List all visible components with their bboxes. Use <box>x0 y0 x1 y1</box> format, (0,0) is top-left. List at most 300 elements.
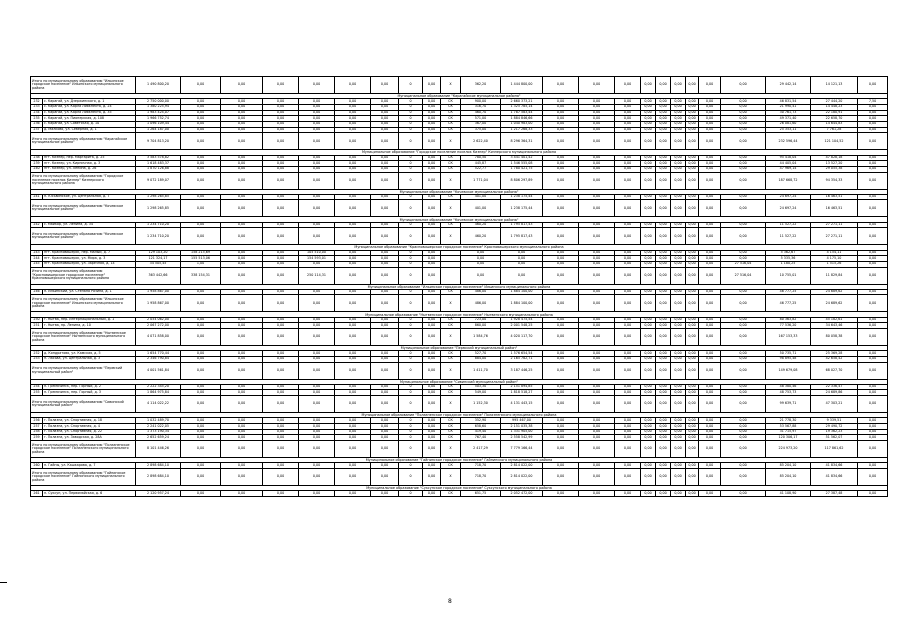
value-cell: 0,00 <box>656 329 671 345</box>
value-cell: 460,70 <box>461 111 501 116</box>
value-cell: 0,00 <box>699 418 721 423</box>
value-cell: 0 <box>399 161 423 166</box>
value-cell: 767,40 <box>461 435 501 440</box>
value-cell: 0,00 <box>263 268 299 284</box>
value-cell: 0,00 <box>656 77 671 93</box>
value-cell: 0,00 <box>423 435 441 440</box>
value-cell: 0,00 <box>181 491 221 496</box>
value-cell: 31 715,97 <box>766 430 811 435</box>
value-cell: 375,00 <box>461 128 501 133</box>
value-cell: 120 306,17 <box>766 435 811 440</box>
value-cell: 0,00 <box>423 463 441 468</box>
value-cell: 0,00 <box>371 491 399 496</box>
value-cell: 0,00 <box>656 99 671 104</box>
value-cell: 0,00 <box>656 128 671 133</box>
value-cell: 0,00 <box>721 430 766 435</box>
value-cell: 19 362,23 <box>811 430 858 435</box>
value-cell: 41 834,66 <box>811 469 858 485</box>
value-cell: 1 411,70 <box>461 363 501 379</box>
value-cell: X <box>441 469 461 485</box>
value-cell: 0,00 <box>579 122 615 127</box>
value-cell: 0,00 <box>371 262 399 267</box>
value-cell: 0,00 <box>181 195 221 200</box>
value-cell: 0,00 <box>579 262 615 267</box>
section-header-text: Муниципальное образование "Суксунское городское поселение" Суксунского муниципального района <box>31 486 888 490</box>
value-cell: 2 558 542,99 <box>501 435 543 440</box>
value-cell: 0,00 <box>263 262 299 267</box>
value-cell: 0,00 <box>543 491 579 496</box>
value-cell: 0,00 <box>858 418 888 423</box>
row-number: 255 <box>31 390 43 395</box>
value-cell: 0,00 <box>656 228 671 244</box>
total-row <box>31 363 888 380</box>
value-cell: 0,00 <box>543 463 579 468</box>
value-cell: 27 271,11 <box>811 228 858 244</box>
value-cell: 367,00 <box>461 122 501 127</box>
value-cell: 0,00 <box>615 128 641 133</box>
value-cell: 0,00 <box>543 262 579 267</box>
address-cell: г. Полазна, ул. Спортивная, д. 4 <box>43 424 136 429</box>
value-cell <box>441 251 461 256</box>
row-number: 233 <box>31 105 43 110</box>
row-number: 236 <box>31 122 43 127</box>
value-cell: 0,00 <box>263 156 299 161</box>
value-cell: 0,00 <box>641 390 656 395</box>
value-cell: 26 081,60 <box>766 122 811 127</box>
row-number: 246 <box>31 290 43 295</box>
value-cell: 0,00 <box>371 323 399 328</box>
value-cell: 651,75 <box>461 491 501 496</box>
address-cell: пгт. Кизнер, ул. Кирпичная, д. 3 <box>43 161 136 166</box>
value-cell: 1 654 770,44 <box>136 351 181 356</box>
value-cell: 1 040 983,00 <box>501 122 543 127</box>
value-cell: 0,00 <box>686 262 699 267</box>
address-cell: г. Полазна, ул. Спортивная, д. 18 <box>43 418 136 423</box>
value-cell: СК <box>441 116 461 121</box>
value-cell: 0,00 <box>686 318 699 323</box>
value-cell: 0 <box>399 262 423 267</box>
value-cell: 0 <box>399 390 423 395</box>
value-cell: 0,00 <box>686 424 699 429</box>
value-cell: 0,00 <box>615 290 641 295</box>
value-cell: 0,00 <box>543 173 579 189</box>
value-cell: 0,00 <box>263 441 299 457</box>
value-cell: 16 463,51 <box>811 200 858 216</box>
value-cell: 0,00 <box>221 256 263 261</box>
address-cell: п. Ласьва, ул. Центральная, д. 3 <box>43 357 136 362</box>
value-cell: 0,00 <box>858 491 888 496</box>
value-cell: 0,00 <box>423 195 441 200</box>
value-cell: 0,00 <box>721 173 766 189</box>
value-cell: 0 <box>399 133 423 149</box>
value-cell: 0,00 <box>671 122 686 127</box>
value-cell: 0,00 <box>423 385 441 390</box>
value-cell: 7 761,28 <box>811 128 858 133</box>
value-cell: 0,00 <box>721 195 766 200</box>
value-cell: 0,00 <box>263 200 299 216</box>
value-cell: 0,00 <box>686 167 699 172</box>
value-cell: 48 380,46 <box>766 385 811 390</box>
value-cell: 29 442,14 <box>766 77 811 93</box>
value-cell: 1 818 518,27 <box>501 390 543 395</box>
value-cell: 1 180,25 <box>766 262 811 267</box>
value-cell: 0 <box>399 256 423 261</box>
value-cell: 0,00 <box>299 469 335 485</box>
value-cell: 0,00 <box>656 491 671 496</box>
value-cell: 0,00 <box>423 167 441 172</box>
address-cell: д. Малково, ул. Северная, д. 1 <box>43 128 136 133</box>
value-cell: 0,00 <box>721 363 766 379</box>
value-cell: 0,00 <box>579 441 615 457</box>
address-cell: пгт. Красновишерск, пер. Малый, д. 7 <box>43 251 136 256</box>
value-cell: 0,00 <box>423 491 441 496</box>
value-cell: 1 576 654,54 <box>501 351 543 356</box>
value-cell: 0,00 <box>371 351 399 356</box>
value-cell: 0,00 <box>181 295 221 311</box>
value-cell: 0,00 <box>699 424 721 429</box>
value-cell: 0,00 <box>615 77 641 93</box>
value-cell: 41 834,66 <box>811 463 858 468</box>
value-cell: 4 001 561,84 <box>136 363 181 379</box>
value-cell: 0,00 <box>299 351 335 356</box>
row-number: 240 <box>31 167 43 172</box>
value-cell: 0,00 <box>543 268 579 284</box>
value-cell: 21 990,41 <box>766 105 811 110</box>
value-cell: 0,00 <box>641 223 656 228</box>
value-cell: 0,00 <box>543 418 579 423</box>
value-cell: 27 444,20 <box>811 99 858 104</box>
value-cell: 0,00 <box>699 111 721 116</box>
value-cell: СК <box>441 111 461 116</box>
value-cell: 0,00 <box>423 268 441 284</box>
value-cell: 0,00 <box>371 295 399 311</box>
value-cell: 0,00 <box>615 200 641 216</box>
value-cell: 0,00 <box>543 133 579 149</box>
value-cell: 0 <box>399 385 423 390</box>
value-cell: 0,00 <box>656 290 671 295</box>
value-cell: 1 870 126,88 <box>136 167 181 172</box>
value-cell: 0,00 <box>579 323 615 328</box>
value-cell: 0 <box>399 167 423 172</box>
value-cell: 0,00 <box>721 357 766 362</box>
value-cell: 46 777,25 <box>766 290 811 295</box>
value-cell: СК <box>441 122 461 127</box>
value-cell: 0,00 <box>699 167 721 172</box>
value-cell: 27 387,48 <box>811 491 858 496</box>
value-cell: 0,00 <box>686 105 699 110</box>
value-cell: 46 831,54 <box>766 99 811 104</box>
value-cell: 0,00 <box>335 295 371 311</box>
value-cell: 0,00 <box>335 262 371 267</box>
value-cell: 0,00 <box>721 99 766 104</box>
value-cell: 2 067 272,00 <box>136 323 181 328</box>
total-row <box>31 469 888 486</box>
value-cell: 0,00 <box>181 167 221 172</box>
value-cell: 0 <box>399 99 423 104</box>
value-cell: 0,00 <box>221 441 263 457</box>
value-cell: 0,00 <box>615 111 641 116</box>
value-cell: 155 513,06 <box>181 256 221 261</box>
value-cell: 723,00 <box>461 318 501 323</box>
value-cell: 0,00 <box>721 133 766 149</box>
value-cell: 352,90 <box>461 418 501 423</box>
value-cell: 0,00 <box>686 111 699 116</box>
value-cell: 0,00 <box>263 122 299 127</box>
value-cell: 0,00 <box>221 323 263 328</box>
address-cell: с. Карагай, ул. Советская, д. 10 <box>43 122 136 127</box>
value-cell: 0,00 <box>221 491 263 496</box>
row-number: 261 <box>31 491 43 496</box>
value-cell: 0,00 <box>656 262 671 267</box>
value-cell: 29 055,38 <box>811 167 858 172</box>
value-cell: 0 <box>399 396 423 412</box>
value-cell: 0,00 <box>656 430 671 435</box>
value-cell: 0 <box>399 424 423 429</box>
value-cell: 0,00 <box>501 268 543 284</box>
value-cell: 0,00 <box>641 357 656 362</box>
value-cell: 0,00 <box>686 268 699 284</box>
value-cell: 0,00 <box>671 77 686 93</box>
value-cell: 0,00 <box>579 223 615 228</box>
value-cell: 460,20 <box>461 223 501 228</box>
value-cell: 0,00 <box>335 128 371 133</box>
value-cell: 0,00 <box>221 295 263 311</box>
value-cell: 0,00 <box>671 161 686 166</box>
value-cell: 0,00 <box>221 268 263 284</box>
row-number: 239 <box>31 161 43 166</box>
value-cell: 0,00 <box>615 223 641 228</box>
value-cell: 0,00 <box>686 128 699 133</box>
value-cell: 362,20 <box>461 77 501 93</box>
value-cell: 14 644,83 <box>811 122 858 127</box>
value-cell: 0,00 <box>699 268 721 284</box>
address-cell: с. Карагай, ул. Дзержинского, д. 1 <box>43 99 136 104</box>
value-cell: 0,00 <box>263 223 299 228</box>
value-cell: 0,00 <box>641 396 656 412</box>
value-cell: 2 001 548,25 <box>501 323 543 328</box>
section-header-text: Муниципальное образование "Сивинский муниципальный район" <box>31 380 888 384</box>
value-cell: 0,00 <box>423 173 441 189</box>
value-cell: 0,00 <box>656 156 671 161</box>
section-header-text: Муниципальное образование "Гайнинское городское поселение" Гайнинского муниципального района <box>31 458 888 462</box>
total-label: Итого по муниципальному образованию "Ильинское городское поселение" Ильинского муниципального района <box>31 295 136 311</box>
value-cell: 0,00 <box>299 491 335 496</box>
value-cell: 503,30 <box>461 385 501 390</box>
value-cell: 0,00 <box>656 105 671 110</box>
row-number: 243 <box>31 251 43 256</box>
value-cell: 34 505,45 <box>136 262 181 267</box>
value-cell: 0,00 <box>641 290 656 295</box>
value-cell: 0,00 <box>699 491 721 496</box>
value-cell: 0,00 <box>371 357 399 362</box>
value-cell: 0,00 <box>371 156 399 161</box>
value-cell: 0,00 <box>371 418 399 423</box>
value-cell: 0,00 <box>543 323 579 328</box>
row-number: 252 <box>31 351 43 356</box>
value-cell: 0,00 <box>263 390 299 395</box>
value-cell: 0,00 <box>721 122 766 127</box>
value-cell: 0,00 <box>263 435 299 440</box>
value-cell: СК <box>441 463 461 468</box>
value-cell: 0,00 <box>858 195 888 200</box>
value-cell: 0,00 <box>335 161 371 166</box>
value-cell: 0,00 <box>263 251 299 256</box>
value-cell: 0,00 <box>699 441 721 457</box>
value-cell: 0,00 <box>686 256 699 261</box>
value-cell: 0,00 <box>641 173 656 189</box>
value-cell: 0,00 <box>699 351 721 356</box>
value-cell: 5 362,67 <box>766 251 811 256</box>
value-cell: 0,00 <box>579 251 615 256</box>
value-cell: 0,00 <box>615 105 641 110</box>
value-cell: 154 593,01 <box>299 256 335 261</box>
total-label: Итого по муниципальному образованию "Нытвенское городское поселение" Нытвенского муниципального района <box>31 329 136 345</box>
value-cell: 0,00 <box>423 424 441 429</box>
value-cell: 0,00 <box>299 156 335 161</box>
value-cell: 0 <box>399 295 423 311</box>
value-cell: 2 151 894,85 <box>501 385 543 390</box>
value-cell: 0,00 <box>579 195 615 200</box>
value-cell: 29 490,72 <box>811 424 858 429</box>
value-cell: 0,00 <box>371 430 399 435</box>
value-cell: 0,00 <box>686 396 699 412</box>
value-cell: 0,00 <box>423 128 441 133</box>
value-cell: 0,00 <box>543 351 579 356</box>
row-number: 253 <box>31 357 43 362</box>
address-cell: п. Гайны, ул. Кашкарова, д. 7 <box>43 463 136 468</box>
value-cell: 0,00 <box>181 99 221 104</box>
value-cell: 0,00 <box>858 357 888 362</box>
value-cell: 0,00 <box>543 200 579 216</box>
value-cell: 0,00 <box>299 128 335 133</box>
value-cell: 0,00 <box>656 463 671 468</box>
value-cell: 0,00 <box>641 195 656 200</box>
total-row <box>31 329 888 346</box>
value-cell: 0,00 <box>858 390 888 395</box>
value-cell: 0,00 <box>699 390 721 395</box>
value-cell: 0,00 <box>671 99 686 104</box>
value-cell: 0,00 <box>371 435 399 440</box>
value-cell: 0,00 <box>656 268 671 284</box>
value-cell: 47 969,14 <box>766 167 811 172</box>
value-cell: 0,00 <box>221 200 263 216</box>
value-cell: 0,00 <box>579 156 615 161</box>
value-cell: 30 761,73 <box>766 111 811 116</box>
value-cell: СК <box>441 424 461 429</box>
value-cell: 0,00 <box>423 228 441 244</box>
value-cell: 0,00 <box>699 133 721 149</box>
section-header-text: Муниципальное образование "Пермский муниципальный район" <box>31 346 888 350</box>
value-cell: 0,00 <box>543 329 579 345</box>
value-cell: 0,00 <box>335 351 371 356</box>
value-cell: 0,00 <box>641 99 656 104</box>
value-cell: 0,00 <box>263 128 299 133</box>
value-cell: 0,00 <box>721 463 766 468</box>
value-cell: 0,00 <box>686 385 699 390</box>
value-cell: 0,00 <box>686 430 699 435</box>
value-cell: 0,00 <box>335 77 371 93</box>
value-cell: 3 583 578,82 <box>136 156 181 161</box>
value-cell: 0,00 <box>299 396 335 412</box>
value-cell: 0,00 <box>181 318 221 323</box>
total-row <box>31 295 888 312</box>
value-cell: 121 324,17 <box>136 256 181 261</box>
value-cell: X <box>441 441 461 457</box>
value-cell: 0,00 <box>615 228 641 244</box>
value-cell: 0,00 <box>699 385 721 390</box>
value-cell: 0,00 <box>543 295 579 311</box>
value-cell: 0,00 <box>371 290 399 295</box>
value-cell: 0,00 <box>656 441 671 457</box>
value-cell: 2 750 000,00 <box>136 99 181 104</box>
value-cell: 1 264 187,00 <box>136 128 181 133</box>
value-cell: 0,00 <box>858 424 888 429</box>
value-cell: 0,00 <box>371 195 399 200</box>
value-cell: 0,00 <box>263 111 299 116</box>
value-cell: 460,20 <box>461 228 501 244</box>
address-cell: с. Карагай, ул. Пионерская, д. 108 <box>43 116 136 121</box>
value-cell: 0,00 <box>299 463 335 468</box>
value-cell: 0,00 <box>641 441 656 457</box>
value-cell: 4 154,11 <box>811 251 858 256</box>
value-cell: 0,00 <box>263 469 299 485</box>
value-cell: 0,00 <box>335 363 371 379</box>
value-cell: 1 795 817,43 <box>501 228 543 244</box>
value-cell: 0,00 <box>579 463 615 468</box>
value-cell: СК <box>441 351 461 356</box>
value-cell: 0,00 <box>181 351 221 356</box>
value-cell: 0,00 <box>699 200 721 216</box>
value-cell: 0,00 <box>371 167 399 172</box>
value-cell: 1 958 867,00 <box>136 295 181 311</box>
value-cell: СК <box>441 323 461 328</box>
value-cell: 0,00 <box>299 418 335 423</box>
value-cell: 0,00 <box>641 116 656 121</box>
value-cell: X <box>441 363 461 379</box>
value-cell: 0,00 <box>181 424 221 429</box>
value-cell: 4 020 117,70 <box>501 329 543 345</box>
value-cell: 0,00 <box>686 363 699 379</box>
total-label: Итого по муниципальному образованию "Пермский муниципальный район" <box>31 363 136 379</box>
value-cell: 0,00 <box>615 268 641 284</box>
value-cell: 0,00 <box>299 290 335 295</box>
address-cell: с. Майкор, ул. Ленина, д. 34 <box>43 223 136 228</box>
value-cell: 0,00 <box>543 156 579 161</box>
value-cell: 0,00 <box>579 363 615 379</box>
value-cell: 13 527,20 <box>811 161 858 166</box>
value-cell: 0,00 <box>686 99 699 104</box>
value-cell: 0,00 <box>221 133 263 149</box>
value-cell: 0,00 <box>181 323 221 328</box>
value-cell: 0,00 <box>181 133 221 149</box>
value-cell: 0,00 <box>656 116 671 121</box>
value-cell: 0 <box>399 463 423 468</box>
value-cell: 2 814 022,00 <box>501 469 543 485</box>
value-cell: 0,00 <box>656 195 671 200</box>
value-cell: 0,00 <box>579 200 615 216</box>
value-cell: 0,00 <box>721 491 766 496</box>
value-cell: 2 417,29 <box>461 441 501 457</box>
value-cell: 0,00 <box>335 251 371 256</box>
value-cell: 1 795 817,43 <box>501 223 543 228</box>
value-cell: 0,00 <box>579 116 615 121</box>
value-cell: 780,50 <box>461 156 501 161</box>
value-cell: 4 175,10 <box>811 256 858 261</box>
value-cell: 53 567,88 <box>766 424 811 429</box>
value-cell: 0,00 <box>671 262 686 267</box>
value-cell: 0,00 <box>686 441 699 457</box>
value-cell: 0,00 <box>858 295 888 311</box>
